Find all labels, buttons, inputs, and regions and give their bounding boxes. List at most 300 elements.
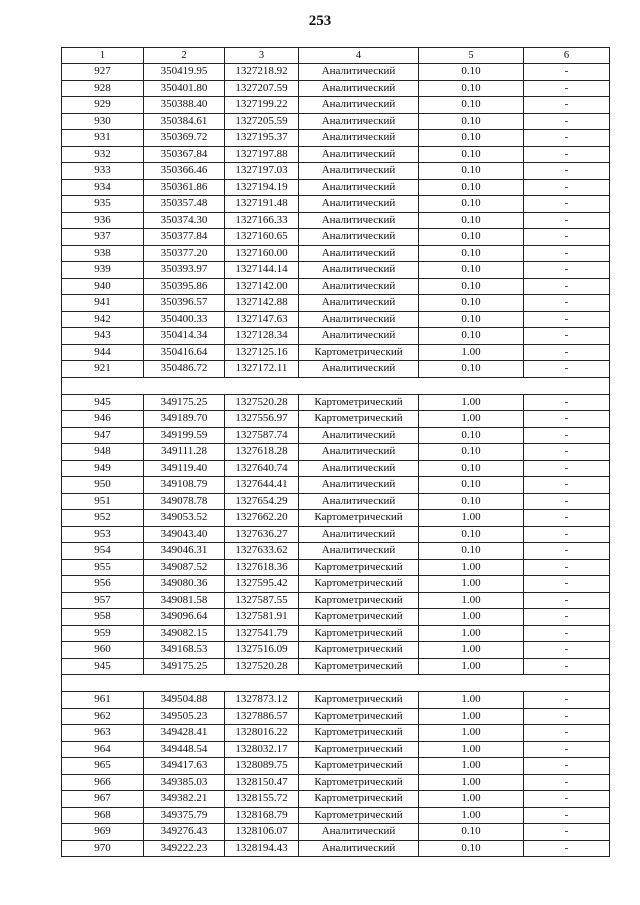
y-coordinate-cell: 1327142.00 — [225, 278, 299, 295]
y-coordinate-cell: 1327520.28 — [225, 658, 299, 675]
y-coordinate-cell: 1327160.65 — [225, 229, 299, 246]
y-coordinate-cell: 1327520.28 — [225, 394, 299, 411]
column-header: 5 — [419, 48, 524, 64]
point-number-cell: 937 — [62, 229, 144, 246]
note-cell: - — [524, 559, 610, 576]
accuracy-cell: 0.10 — [419, 460, 524, 477]
y-coordinate-cell: 1327142.88 — [225, 295, 299, 312]
x-coordinate-cell: 350357.48 — [144, 196, 225, 213]
x-coordinate-cell: 350401.80 — [144, 80, 225, 97]
note-cell: - — [524, 444, 610, 461]
table-row — [62, 824, 610, 841]
method-cell: Картометрический — [299, 592, 419, 609]
accuracy-cell: 1.00 — [419, 791, 524, 808]
table-body — [62, 48, 610, 857]
separator-row — [62, 377, 610, 394]
note-cell: - — [524, 179, 610, 196]
table-row — [62, 196, 610, 213]
method-cell: Картометрический — [299, 344, 419, 361]
table-row — [62, 510, 610, 527]
x-coordinate-cell: 350367.84 — [144, 146, 225, 163]
separator-row — [62, 675, 610, 692]
method-cell: Картометрический — [299, 576, 419, 593]
point-number-cell: 964 — [62, 741, 144, 758]
y-coordinate-cell: 1327633.62 — [225, 543, 299, 560]
method-cell: Аналитический — [299, 824, 419, 841]
accuracy-cell: 0.10 — [419, 427, 524, 444]
accuracy-cell: 0.10 — [419, 80, 524, 97]
point-number-cell: 945 — [62, 658, 144, 675]
table-row — [62, 394, 610, 411]
method-cell: Картометрический — [299, 394, 419, 411]
y-coordinate-cell: 1327195.37 — [225, 130, 299, 147]
accuracy-cell: 1.00 — [419, 576, 524, 593]
accuracy-cell: 1.00 — [419, 774, 524, 791]
point-number-cell: 952 — [62, 510, 144, 527]
y-coordinate-cell: 1327199.22 — [225, 97, 299, 114]
table-row — [62, 229, 610, 246]
x-coordinate-cell: 350400.33 — [144, 311, 225, 328]
table-row — [62, 708, 610, 725]
note-cell: - — [524, 824, 610, 841]
x-coordinate-cell: 349175.25 — [144, 658, 225, 675]
point-number-cell: 970 — [62, 840, 144, 857]
note-cell: - — [524, 526, 610, 543]
note-cell: - — [524, 212, 610, 229]
point-number-cell: 960 — [62, 642, 144, 659]
table-row — [62, 758, 610, 775]
table-row — [62, 411, 610, 428]
y-coordinate-cell: 1327125.16 — [225, 344, 299, 361]
note-cell: - — [524, 510, 610, 527]
accuracy-cell: 1.00 — [419, 344, 524, 361]
x-coordinate-cell: 349087.52 — [144, 559, 225, 576]
point-number-cell: 947 — [62, 427, 144, 444]
x-coordinate-cell: 349175.25 — [144, 394, 225, 411]
y-coordinate-cell: 1327886.57 — [225, 708, 299, 725]
column-header: 1 — [62, 48, 144, 64]
x-coordinate-cell: 349189.70 — [144, 411, 225, 428]
note-cell: - — [524, 245, 610, 262]
accuracy-cell — [419, 675, 524, 692]
note-cell: - — [524, 791, 610, 808]
method-cell: Картометрический — [299, 692, 419, 709]
method-cell: Аналитический — [299, 97, 419, 114]
method-cell: Аналитический — [299, 477, 419, 494]
point-number-cell: 953 — [62, 526, 144, 543]
point-number-cell: 928 — [62, 80, 144, 97]
table-row — [62, 576, 610, 593]
accuracy-cell: 0.10 — [419, 361, 524, 378]
table-row — [62, 113, 610, 130]
accuracy-cell: 0.10 — [419, 212, 524, 229]
y-coordinate-cell: 1328194.43 — [225, 840, 299, 857]
accuracy-cell: 1.00 — [419, 708, 524, 725]
accuracy-cell: 1.00 — [419, 741, 524, 758]
accuracy-cell: 0.10 — [419, 179, 524, 196]
method-cell: Аналитический — [299, 229, 419, 246]
table-row — [62, 625, 610, 642]
x-coordinate-cell: 349111.28 — [144, 444, 225, 461]
y-coordinate-cell: 1327640.74 — [225, 460, 299, 477]
accuracy-cell: 0.10 — [419, 477, 524, 494]
point-number-cell: 931 — [62, 130, 144, 147]
point-number-cell: 950 — [62, 477, 144, 494]
method-cell: Аналитический — [299, 526, 419, 543]
table-row — [62, 642, 610, 659]
y-coordinate-cell: 1327556.97 — [225, 411, 299, 428]
x-coordinate-cell: 349504.88 — [144, 692, 225, 709]
note-cell: - — [524, 774, 610, 791]
x-coordinate-cell: 350374.30 — [144, 212, 225, 229]
note-cell: - — [524, 592, 610, 609]
table-row — [62, 163, 610, 180]
table-row — [62, 791, 610, 808]
point-number-cell: 929 — [62, 97, 144, 114]
accuracy-cell: 0.10 — [419, 163, 524, 180]
accuracy-cell: 1.00 — [419, 807, 524, 824]
x-coordinate-cell: 350486.72 — [144, 361, 225, 378]
note-cell: - — [524, 609, 610, 626]
method-cell: Аналитический — [299, 80, 419, 97]
table-row — [62, 328, 610, 345]
method-cell — [299, 377, 419, 394]
accuracy-cell: 1.00 — [419, 725, 524, 742]
method-cell: Картометрический — [299, 510, 419, 527]
method-cell: Картометрический — [299, 758, 419, 775]
table-row — [62, 592, 610, 609]
table-row — [62, 840, 610, 857]
method-cell: Аналитический — [299, 493, 419, 510]
point-number-cell: 958 — [62, 609, 144, 626]
point-number-cell: 921 — [62, 361, 144, 378]
point-number-cell: 946 — [62, 411, 144, 428]
accuracy-cell: 1.00 — [419, 642, 524, 659]
method-cell — [299, 675, 419, 692]
point-number-cell: 943 — [62, 328, 144, 345]
y-coordinate-cell: 1328168.79 — [225, 807, 299, 824]
note-cell: - — [524, 278, 610, 295]
table-row — [62, 692, 610, 709]
note-cell — [524, 675, 610, 692]
table-row — [62, 543, 610, 560]
x-coordinate-cell: 349505.23 — [144, 708, 225, 725]
y-coordinate-cell: 1327194.19 — [225, 179, 299, 196]
note-cell: - — [524, 493, 610, 510]
accuracy-cell: 0.10 — [419, 328, 524, 345]
note-cell: - — [524, 758, 610, 775]
note-cell: - — [524, 411, 610, 428]
note-cell: - — [524, 64, 610, 81]
table-row — [62, 212, 610, 229]
point-number-cell: 959 — [62, 625, 144, 642]
note-cell: - — [524, 477, 610, 494]
method-cell: Аналитический — [299, 245, 419, 262]
note-cell: - — [524, 725, 610, 742]
method-cell: Аналитический — [299, 543, 419, 560]
method-cell: Аналитический — [299, 427, 419, 444]
point-number-cell: 930 — [62, 113, 144, 130]
table-row — [62, 97, 610, 114]
x-coordinate-cell: 350396.57 — [144, 295, 225, 312]
note-cell: - — [524, 146, 610, 163]
point-number-cell: 954 — [62, 543, 144, 560]
method-cell: Картометрический — [299, 807, 419, 824]
table-header-row — [62, 48, 610, 64]
x-coordinate-cell: 349276.43 — [144, 824, 225, 841]
y-coordinate-cell: 1328016.22 — [225, 725, 299, 742]
table-row — [62, 427, 610, 444]
method-cell: Картометрический — [299, 708, 419, 725]
table-row — [62, 741, 610, 758]
method-cell: Аналитический — [299, 179, 419, 196]
x-coordinate-cell: 349222.23 — [144, 840, 225, 857]
x-coordinate-cell: 349108.79 — [144, 477, 225, 494]
x-coordinate-cell: 349043.40 — [144, 526, 225, 543]
accuracy-cell: 0.10 — [419, 196, 524, 213]
y-coordinate-cell: 1327618.36 — [225, 559, 299, 576]
method-cell: Картометрический — [299, 741, 419, 758]
point-number-cell — [62, 377, 144, 394]
note-cell: - — [524, 229, 610, 246]
method-cell: Аналитический — [299, 130, 419, 147]
table-row — [62, 774, 610, 791]
y-coordinate-cell: 1328150.47 — [225, 774, 299, 791]
point-number-cell: 935 — [62, 196, 144, 213]
accuracy-cell: 0.10 — [419, 113, 524, 130]
note-cell: - — [524, 130, 610, 147]
note-cell: - — [524, 427, 610, 444]
method-cell: Аналитический — [299, 196, 419, 213]
y-coordinate-cell: 1327172.11 — [225, 361, 299, 378]
x-coordinate-cell: 350366.46 — [144, 163, 225, 180]
table-row — [62, 311, 610, 328]
accuracy-cell: 0.10 — [419, 526, 524, 543]
x-coordinate-cell: 349046.31 — [144, 543, 225, 560]
note-cell: - — [524, 328, 610, 345]
method-cell: Картометрический — [299, 658, 419, 675]
note-cell: - — [524, 658, 610, 675]
x-coordinate-cell: 349096.64 — [144, 609, 225, 626]
method-cell: Аналитический — [299, 146, 419, 163]
point-number-cell: 927 — [62, 64, 144, 81]
accuracy-cell: 0.10 — [419, 824, 524, 841]
column-header: 3 — [225, 48, 299, 64]
point-number-cell: 936 — [62, 212, 144, 229]
method-cell: Аналитический — [299, 278, 419, 295]
y-coordinate-cell: 1327595.42 — [225, 576, 299, 593]
note-cell: - — [524, 361, 610, 378]
table-row — [62, 278, 610, 295]
method-cell: Картометрический — [299, 725, 419, 742]
y-coordinate-cell: 1328106.07 — [225, 824, 299, 841]
point-number-cell: 945 — [62, 394, 144, 411]
method-cell: Аналитический — [299, 444, 419, 461]
x-coordinate-cell: 349199.59 — [144, 427, 225, 444]
point-number-cell: 934 — [62, 179, 144, 196]
accuracy-cell: 0.10 — [419, 146, 524, 163]
note-cell: - — [524, 576, 610, 593]
column-header: 6 — [524, 48, 610, 64]
note-cell: - — [524, 295, 610, 312]
y-coordinate-cell: 1327618.28 — [225, 444, 299, 461]
table-row — [62, 245, 610, 262]
point-number-cell: 940 — [62, 278, 144, 295]
table-row — [62, 526, 610, 543]
table-row — [62, 658, 610, 675]
y-coordinate-cell: 1327197.88 — [225, 146, 299, 163]
method-cell: Картометрический — [299, 559, 419, 576]
x-coordinate-cell: 350395.86 — [144, 278, 225, 295]
note-cell: - — [524, 196, 610, 213]
accuracy-cell: 1.00 — [419, 559, 524, 576]
x-coordinate-cell: 349417.63 — [144, 758, 225, 775]
method-cell: Картометрический — [299, 774, 419, 791]
accuracy-cell: 1.00 — [419, 658, 524, 675]
x-coordinate-cell: 349382.21 — [144, 791, 225, 808]
y-coordinate-cell: 1327516.09 — [225, 642, 299, 659]
method-cell: Аналитический — [299, 311, 419, 328]
table-row — [62, 64, 610, 81]
page-number: 253 — [308, 13, 332, 29]
point-number-cell: 949 — [62, 460, 144, 477]
note-cell: - — [524, 344, 610, 361]
point-number-cell: 941 — [62, 295, 144, 312]
accuracy-cell: 0.10 — [419, 64, 524, 81]
x-coordinate-cell: 349168.53 — [144, 642, 225, 659]
accuracy-cell: 1.00 — [419, 625, 524, 642]
x-coordinate-cell: 349080.36 — [144, 576, 225, 593]
point-number-cell: 955 — [62, 559, 144, 576]
x-coordinate-cell: 350416.64 — [144, 344, 225, 361]
x-coordinate-cell: 349375.79 — [144, 807, 225, 824]
method-cell: Картометрический — [299, 791, 419, 808]
point-number-cell: 951 — [62, 493, 144, 510]
accuracy-cell — [419, 377, 524, 394]
x-coordinate-cell: 349119.40 — [144, 460, 225, 477]
point-number-cell: 948 — [62, 444, 144, 461]
point-number-cell: 967 — [62, 791, 144, 808]
x-coordinate-cell: 349053.52 — [144, 510, 225, 527]
x-coordinate-cell: 350414.34 — [144, 328, 225, 345]
method-cell: Картометрический — [299, 411, 419, 428]
x-coordinate-cell: 350369.72 — [144, 130, 225, 147]
y-coordinate-cell: 1327541.79 — [225, 625, 299, 642]
method-cell: Картометрический — [299, 625, 419, 642]
table-row — [62, 460, 610, 477]
point-number-cell — [62, 675, 144, 692]
table-row — [62, 262, 610, 279]
table-row — [62, 80, 610, 97]
y-coordinate-cell: 1328089.75 — [225, 758, 299, 775]
column-header: 4 — [299, 48, 419, 64]
accuracy-cell: 1.00 — [419, 510, 524, 527]
table-row — [62, 344, 610, 361]
note-cell: - — [524, 708, 610, 725]
accuracy-cell: 1.00 — [419, 394, 524, 411]
accuracy-cell: 0.10 — [419, 130, 524, 147]
point-number-cell: 944 — [62, 344, 144, 361]
note-cell: - — [524, 625, 610, 642]
y-coordinate-cell: 1327636.27 — [225, 526, 299, 543]
x-coordinate-cell: 349082.15 — [144, 625, 225, 642]
table-row — [62, 725, 610, 742]
point-number-cell: 956 — [62, 576, 144, 593]
accuracy-cell: 1.00 — [419, 609, 524, 626]
x-coordinate-cell: 350361.86 — [144, 179, 225, 196]
point-number-cell: 942 — [62, 311, 144, 328]
note-cell: - — [524, 543, 610, 560]
accuracy-cell: 0.10 — [419, 229, 524, 246]
x-coordinate-cell: 350377.20 — [144, 245, 225, 262]
note-cell: - — [524, 113, 610, 130]
note-cell: - — [524, 692, 610, 709]
table-row — [62, 361, 610, 378]
method-cell: Картометрический — [299, 609, 419, 626]
table-row — [62, 559, 610, 576]
y-coordinate-cell: 1327587.74 — [225, 427, 299, 444]
x-coordinate-cell: 350419.95 — [144, 64, 225, 81]
y-coordinate-cell: 1328155.72 — [225, 791, 299, 808]
x-coordinate-cell: 350388.40 — [144, 97, 225, 114]
method-cell: Аналитический — [299, 113, 419, 130]
table-row — [62, 146, 610, 163]
x-coordinate-cell: 349428.41 — [144, 725, 225, 742]
method-cell: Аналитический — [299, 163, 419, 180]
y-coordinate-cell: 1327581.91 — [225, 609, 299, 626]
point-number-cell: 933 — [62, 163, 144, 180]
method-cell: Аналитический — [299, 64, 419, 81]
y-coordinate-cell: 1327207.59 — [225, 80, 299, 97]
method-cell: Аналитический — [299, 262, 419, 279]
coordinates-table — [61, 47, 610, 857]
y-coordinate-cell: 1327662.20 — [225, 510, 299, 527]
y-coordinate-cell: 1327644.41 — [225, 477, 299, 494]
point-number-cell: 932 — [62, 146, 144, 163]
accuracy-cell: 1.00 — [419, 411, 524, 428]
y-coordinate-cell: 1327166.33 — [225, 212, 299, 229]
note-cell — [524, 377, 610, 394]
point-number-cell: 966 — [62, 774, 144, 791]
table-row — [62, 477, 610, 494]
point-number-cell: 957 — [62, 592, 144, 609]
accuracy-cell: 0.10 — [419, 245, 524, 262]
y-coordinate-cell: 1327191.48 — [225, 196, 299, 213]
x-coordinate-cell — [144, 377, 225, 394]
x-coordinate-cell: 349081.58 — [144, 592, 225, 609]
table-row — [62, 493, 610, 510]
column-header: 2 — [144, 48, 225, 64]
accuracy-cell: 0.10 — [419, 278, 524, 295]
y-coordinate-cell: 1327144.14 — [225, 262, 299, 279]
point-number-cell: 963 — [62, 725, 144, 742]
y-coordinate-cell — [225, 675, 299, 692]
note-cell: - — [524, 394, 610, 411]
accuracy-cell: 1.00 — [419, 692, 524, 709]
accuracy-cell: 1.00 — [419, 758, 524, 775]
table-row — [62, 807, 610, 824]
method-cell: Аналитический — [299, 328, 419, 345]
method-cell: Аналитический — [299, 460, 419, 477]
y-coordinate-cell: 1327654.29 — [225, 493, 299, 510]
method-cell: Аналитический — [299, 212, 419, 229]
note-cell: - — [524, 311, 610, 328]
point-number-cell: 961 — [62, 692, 144, 709]
note-cell: - — [524, 163, 610, 180]
x-coordinate-cell: 350393.97 — [144, 262, 225, 279]
note-cell: - — [524, 840, 610, 857]
x-coordinate-cell: 350384.61 — [144, 113, 225, 130]
